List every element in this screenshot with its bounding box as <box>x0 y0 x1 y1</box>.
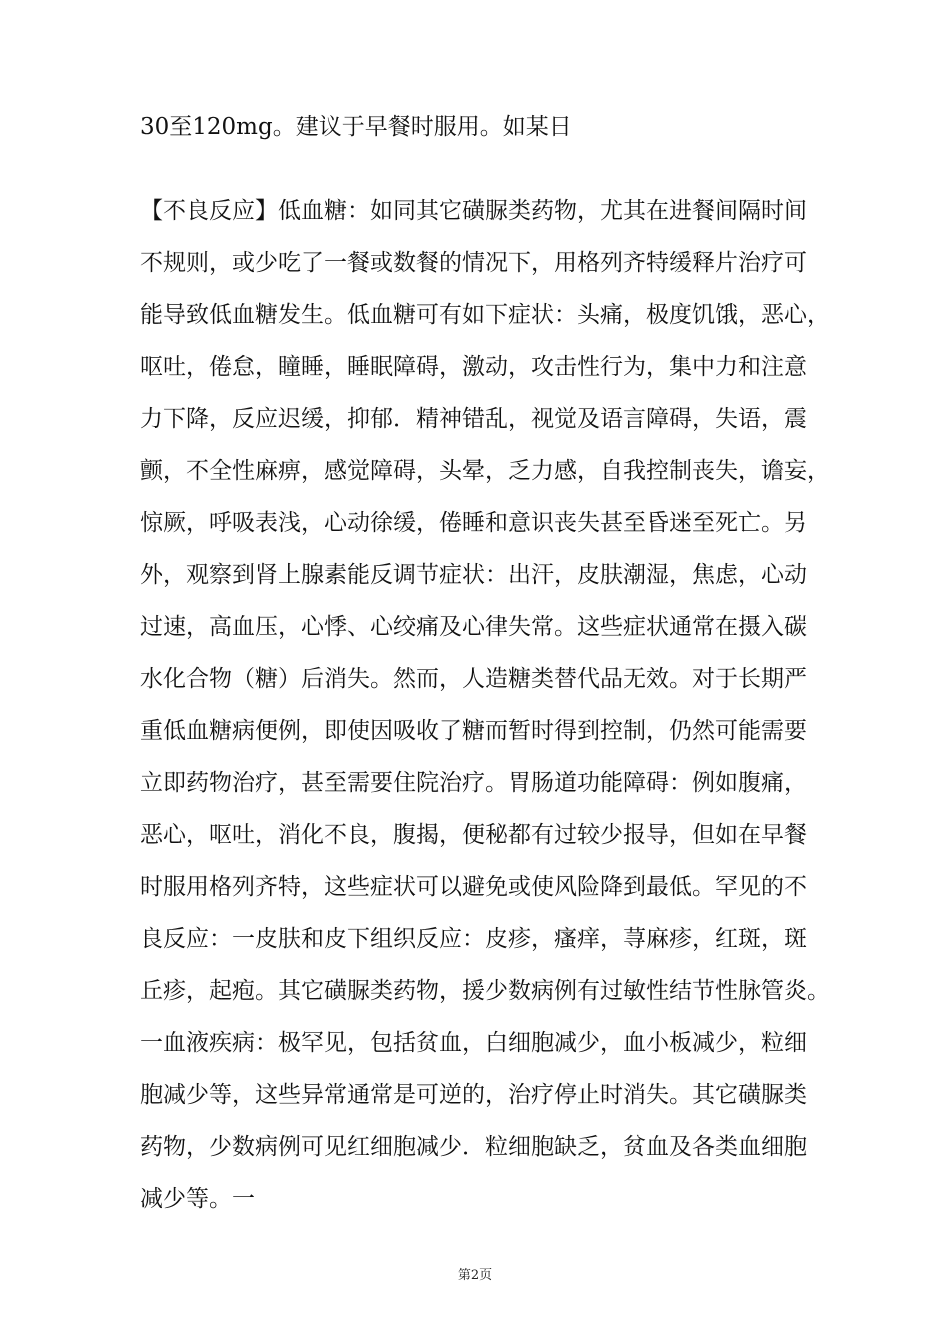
paragraph-line: 一血液疾病：极罕见，包括贫血，白细胞减少，血小板减少，粒细 <box>140 1030 807 1056</box>
paragraph-line: 减少等。一 <box>140 1186 255 1212</box>
paragraph-line: 水化合物（糖）后消失。然而，人造糖类替代品无效。对于长期严 <box>140 666 807 692</box>
paragraph-line: 惊厥，呼吸表浅，心动徐缓，倦睡和意识丧失甚至昏迷至死亡。另 <box>140 510 807 536</box>
paragraph-line: 恶心，呕吐，消化不良，腹揭，便秘都有过较少报导，但如在早餐 <box>140 822 807 848</box>
paragraph-line: 【不良反应】低血糖：如同其它磺脲类药物，尤其在进餐间隔时间 <box>140 198 807 224</box>
paragraph-line: 药物，少数病例可见红细胞减少．粒细胞缺乏，贫血及各类血细胞 <box>140 1134 807 1160</box>
paragraph-line: 立即药物治疗，甚至需要住院治疗。胃肠道功能障碍：例如腹痛， <box>140 770 807 796</box>
paragraph-line: 不规则，或少吃了一餐或数餐的情况下，用格列齐特缓释片治疗可 <box>140 250 807 276</box>
paragraph-line: 胞减少等，这些异常通常是可逆的，治疗停止时消失。其它磺脲类 <box>140 1082 807 1108</box>
paragraph-line: 外，观察到肾上腺素能反调节症状：出汗，皮肤潮湿，焦虑，心动 <box>140 562 807 588</box>
paragraph-line: 呕吐，倦怠，瞳睡，睡眠障碍，激动，攻击性行为，集中力和注意 <box>140 354 807 380</box>
paragraph-line: 丘疹，起疱。其它磺脲类药物，援少数病例有过敏性结节性脉管炎。 <box>140 978 830 1004</box>
intro-paragraph: 30至120mg。建议于早餐时服用。如某日 <box>140 114 572 140</box>
page-number: 第2页 <box>457 1268 493 1283</box>
paragraph-line: 重低血糖病便例，即使因吸收了糖而暂时得到控制，仍然可能需要 <box>140 718 807 744</box>
paragraph-line: 力下降，反应迟缓，抑郁．精神错乱，视觉及语言障碍，失语，震 <box>140 406 807 432</box>
adverse-reactions-paragraph <box>140 196 830 1236</box>
paragraph-line: 良反应：一皮肤和皮下组织反应：皮疹，瘙痒，荨麻疹，红斑，斑 <box>140 926 807 952</box>
paragraph-line: 颤，不全性麻痹，感觉障碍，头晕，乏力感，自我控制丧失，谵妄， <box>140 458 830 484</box>
paragraph-line: 能导致低血糖发生。低血糖可有如下症状：头痛，极度饥饿，恶心， <box>140 302 830 328</box>
paragraph-line: 过速，高血压，心悸、心绞痛及心律失常。这些症状通常在摄入碳 <box>140 614 807 640</box>
paragraph-line: 时服用格列齐特，这些症状可以避免或使风险降到最低。罕见的不 <box>140 874 807 900</box>
